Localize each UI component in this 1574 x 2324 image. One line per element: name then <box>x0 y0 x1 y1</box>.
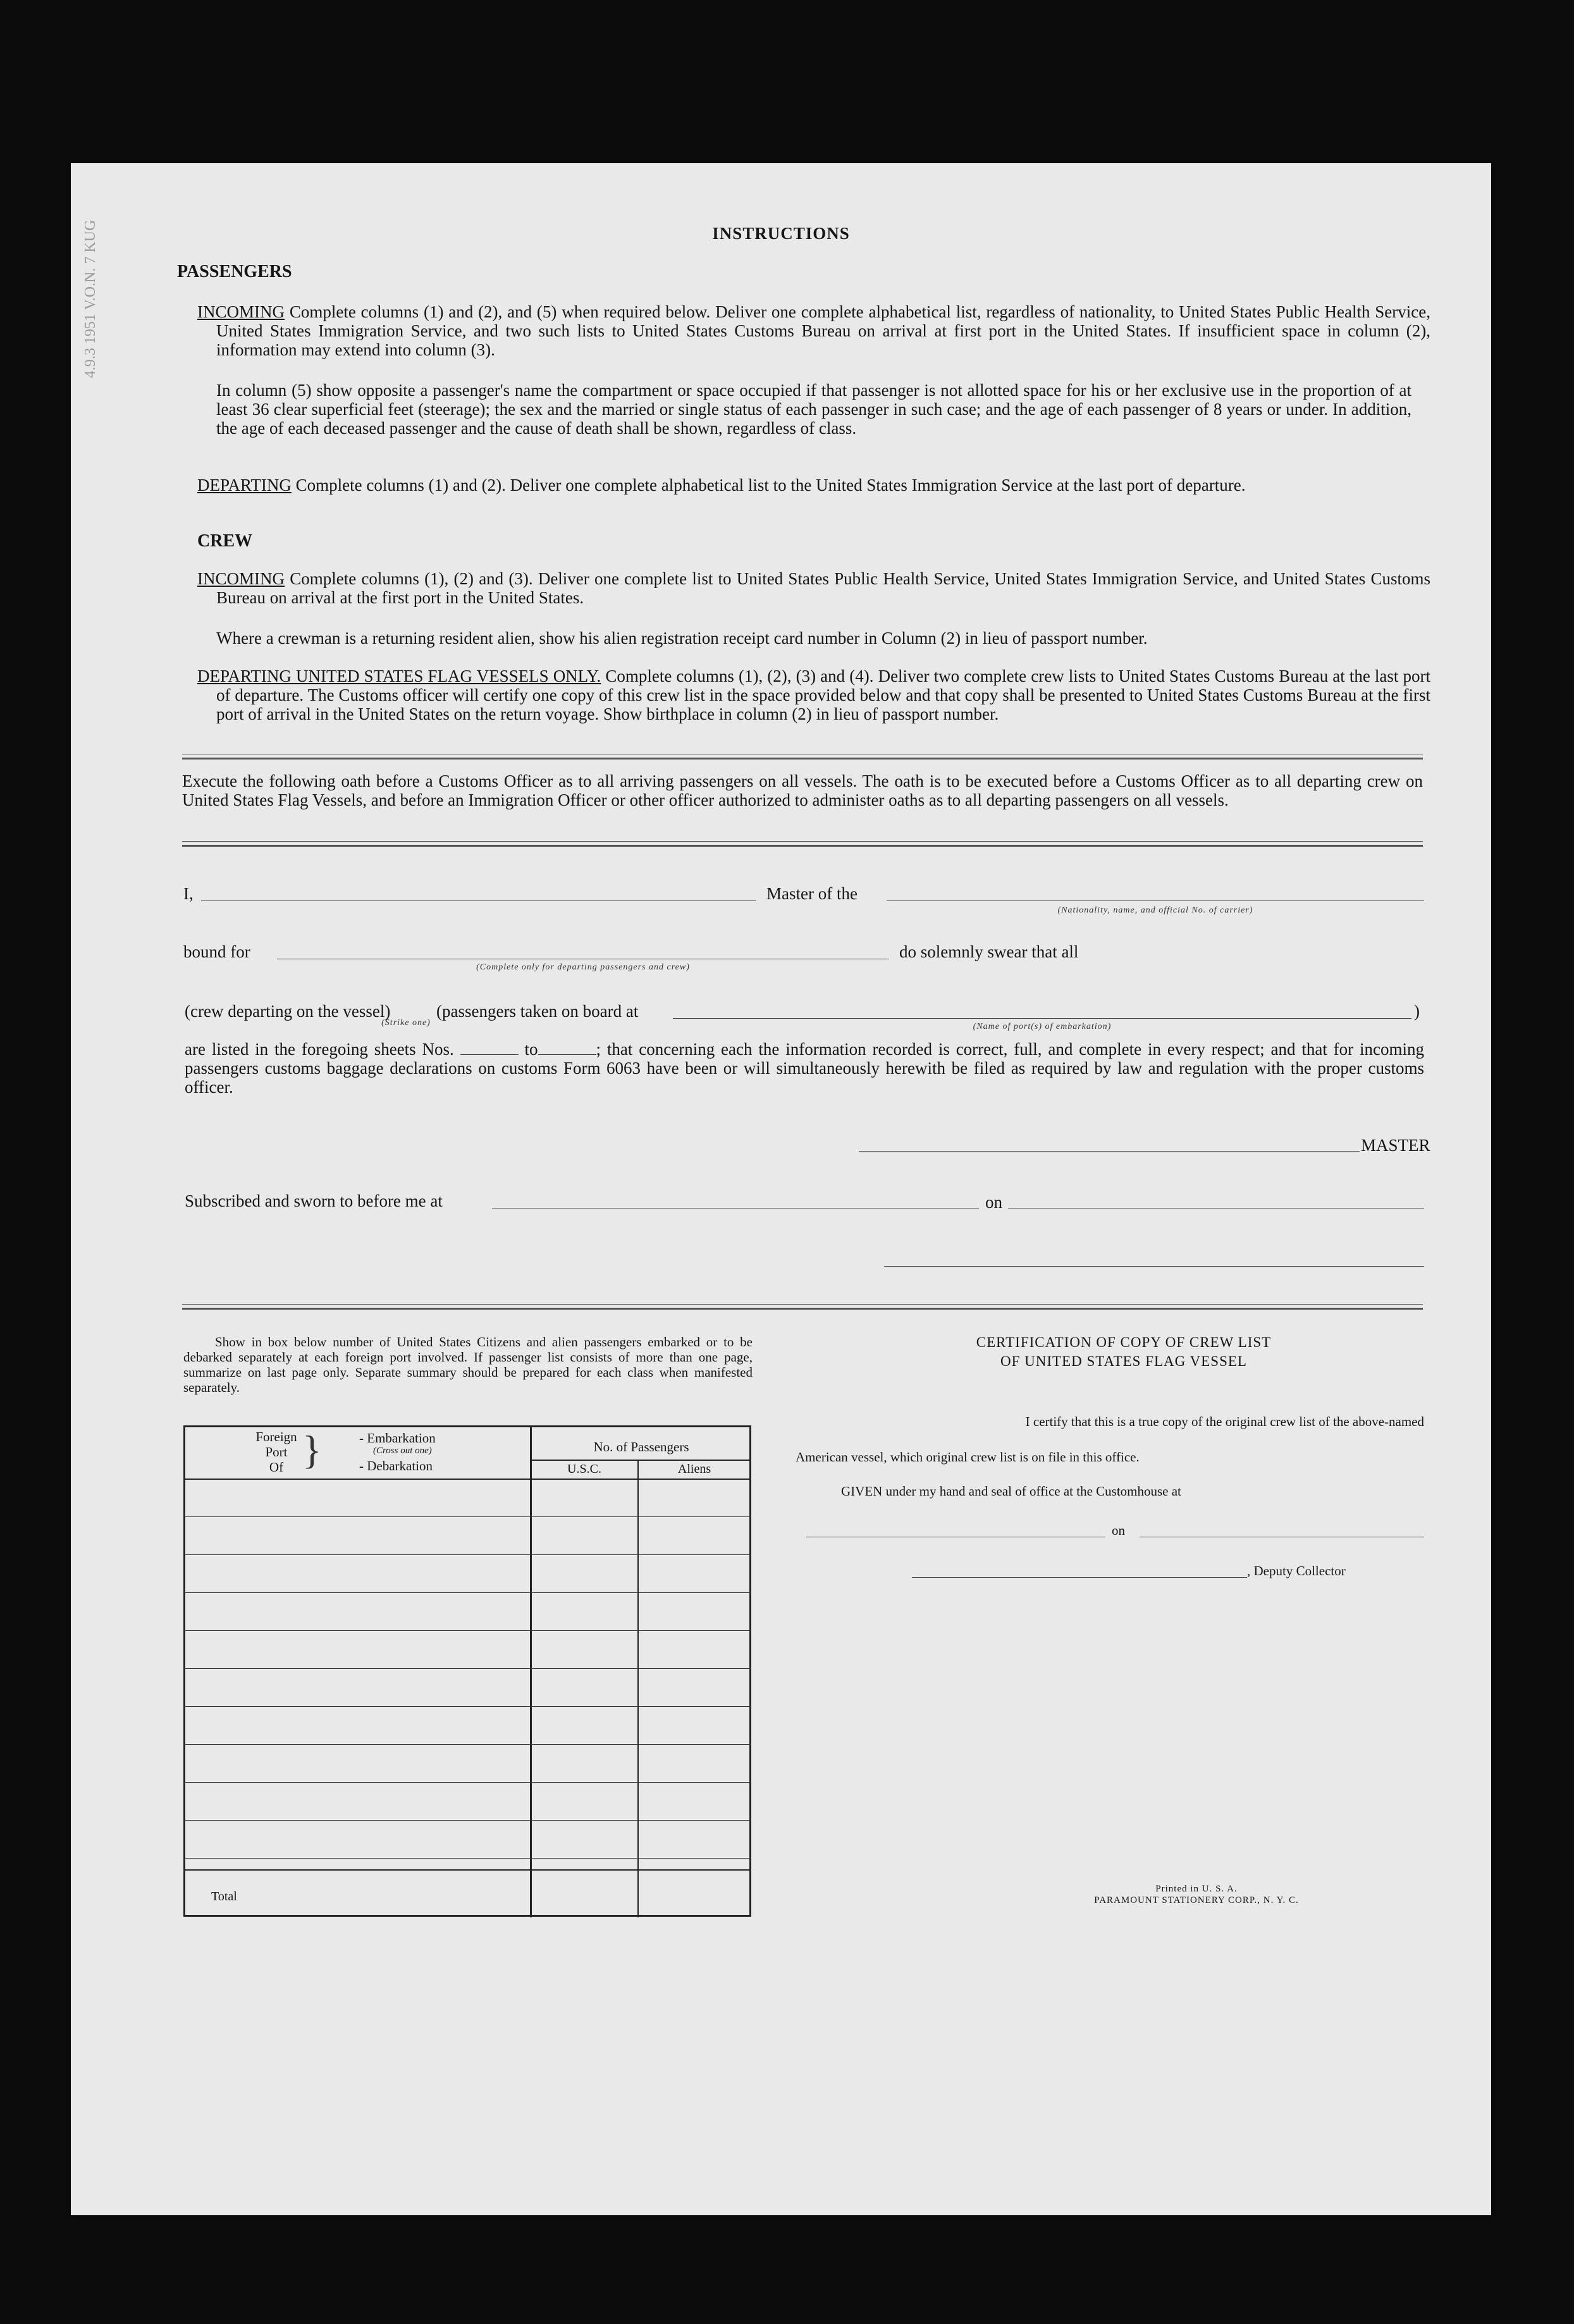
certification-title-line2: OF UNITED STATES FLAG VESSEL <box>1000 1353 1247 1369</box>
table-row[interactable] <box>185 1744 750 1745</box>
passengers-departing <box>197 476 1430 495</box>
certify-line3: GIVEN under my hand and seal of office at the Customhouse at <box>841 1484 1181 1499</box>
crew-departing-text: Complete columns (1), (2), (3) and (4). Deliver two complete crew lists to United States Customs Bureau at the last port of departure. The Customs officer will certify one copy of this crew list in the space provided below and that copy shall be presented to United States Customs Bureau at the first port of arrival in the United States on the return voyage. Show birthplace in column (2) in lieu of passport number. <box>216 667 1430 723</box>
table-row[interactable] <box>185 1820 750 1821</box>
subscribed-label: Subscribed and sworn to before me at <box>185 1191 443 1210</box>
officer-signature-field[interactable] <box>884 1266 1424 1267</box>
col-divider-port <box>530 1427 532 1917</box>
aliens-header: Aliens <box>677 1462 711 1476</box>
crew-heading: CREW <box>197 531 253 551</box>
passengers-departing-text: Complete columns (1) and (2). Deliver one complete alphabetical list to the United States Immigration Service at the last port of departure. <box>291 476 1246 495</box>
cross-out-caption: (Cross out one) <box>373 1446 432 1456</box>
passengers-departing-label: DEPARTING <box>197 476 292 495</box>
master-signature-field[interactable] <box>859 1151 1360 1152</box>
summary-instructions: Show in box below number of United States Citizens and alien passengers embarked or to be debarked separately at each foreign port involved. If passenger list consists of more than one page, summarize on last page only. Separate summary should be prepared for each class when manifested separately. <box>183 1334 753 1395</box>
table-row[interactable] <box>185 1592 750 1593</box>
passengers-taken-option[interactable]: (passengers taken on board at <box>436 1002 639 1021</box>
margin-stamp: 4.9.3 1951 V.O.N. 7 KUG <box>82 219 99 378</box>
certification-title-line1: CERTIFICATION OF COPY OF CREW LIST <box>976 1334 1272 1350</box>
crew-resident-alien: Where a crewman is a returning resident alien, show his alien registration receipt card number in Column (2) in lieu of passport number. <box>216 629 1148 648</box>
form-page <box>71 163 1491 2215</box>
passengers-incoming <box>197 302 1430 359</box>
listed-statement <box>185 1040 1424 1097</box>
col-divider-usc <box>637 1460 639 1917</box>
total-label: Total <box>211 1890 237 1903</box>
printer-name: PARAMOUNT STATIONERY CORP., N. Y. C. <box>1094 1895 1299 1905</box>
to-label: to <box>524 1040 538 1059</box>
swear-label: do solemnly swear that all <box>899 942 1079 961</box>
certification-title <box>823 1333 1424 1371</box>
certify-on-label: on <box>1112 1523 1125 1538</box>
foreign-port-of-label <box>254 1429 298 1475</box>
crew-incoming-text: Complete columns (1), (2) and (3). Deliver one complete list to United States Public Health Service, United States Immigration Service, and United States Customs Bureau on arrival at the first port in the United States. <box>216 569 1430 607</box>
master-of-label: Master of the <box>766 884 858 903</box>
passengers-heading: PASSENGERS <box>177 262 292 281</box>
crew-departing-option[interactable]: (crew departing on the vessel) <box>185 1002 391 1021</box>
oath-intro: Execute the following oath before a Customs Officer as to all arriving passengers on all vessels. The oath is to be executed before a Customs Officer as to all departing crew on United States Flag Vessels, and before an Immigration Officer or other officer authorized to administer oaths as to all departing passengers on all vessels. <box>182 772 1423 809</box>
printer-imprint <box>1019 1883 1374 1906</box>
table-row[interactable] <box>185 1630 750 1631</box>
passenger-summary-box <box>183 1425 751 1917</box>
strike-one-caption: (Strike one) <box>381 1018 431 1028</box>
deputy-collector-label: , Deputy Collector <box>1247 1563 1346 1578</box>
bound-for-caption: (Complete only for departing passengers and crew) <box>476 962 690 972</box>
table-row[interactable] <box>185 1782 750 1783</box>
embarkation-option[interactable]: - Embarkation <box>359 1430 436 1446</box>
crew-departing-label: DEPARTING UNITED STATES FLAG VESSELS ONLY. <box>197 667 601 686</box>
table-row[interactable] <box>185 1706 750 1707</box>
bound-for-label: bound for <box>183 942 250 961</box>
crew-incoming <box>197 569 1430 607</box>
ports-field[interactable] <box>673 1018 1411 1019</box>
carrier-caption: (Nationality, name, and official No. of carrier) <box>1057 906 1253 915</box>
table-row[interactable] <box>185 1668 750 1669</box>
crew-incoming-label: INCOMING <box>197 569 285 588</box>
passengers-incoming-label: INCOMING <box>197 302 285 321</box>
close-paren: ) <box>1414 1002 1420 1021</box>
oath-i-label: I, <box>183 884 194 903</box>
port-label: Port <box>265 1444 288 1460</box>
divider-bottom <box>182 1304 1423 1310</box>
total-rule <box>185 1869 750 1871</box>
ports-caption: (Name of port(s) of embarkation) <box>973 1022 1112 1031</box>
listed-text-1: are listed in the foregoing sheets Nos. <box>185 1040 454 1059</box>
table-row[interactable] <box>185 1554 750 1555</box>
listed-text-2: ; that concerning each the information recorded is correct, full, and complete in every respect; and that for incoming passengers customs baggage declarations on customs Form 6063 have been or will simultaneously herewith be filed as required by law and regulation with the proper customs officer. <box>185 1040 1425 1097</box>
debarkation-option[interactable]: - Debarkation <box>359 1458 433 1473</box>
passengers-incoming-text: Complete columns (1) and (2), and (5) when required below. Deliver one complete alphabetical list, regardless of nationality, to United States Public Health Service, United States Immigration Service, and two such lists to United States Customs Bureau on arrival at first port in the United States. If insufficient space in column (2), information may extend into column (3). <box>216 302 1430 359</box>
deputy-signature-field[interactable] <box>912 1577 1247 1578</box>
usc-header: U.S.C. <box>567 1462 601 1476</box>
divider-top <box>182 754 1423 759</box>
printed-in-usa: Printed in U. S. A. <box>1155 1884 1238 1894</box>
no-of-passengers-label: No. of Passengers <box>593 1439 689 1454</box>
foreign-label: Foreign <box>255 1429 297 1444</box>
table-row[interactable] <box>185 1516 750 1517</box>
of-label: Of <box>269 1460 284 1475</box>
passengers-column5: In column (5) show opposite a passenger's name the compartment or space occupied if that passenger is not allotted space for his or her exclusive use in the proportion of at least 36 clear superficial feet (steerage); the sex and the married or single status of each passenger in such case; and the age of each passenger of 8 years or under. In addition, the age of each deceased passenger and the cause of death shall be shown, regardless of class. <box>216 381 1411 438</box>
certify-line2: American vessel, which original crew list is on file in this office. <box>796 1449 1140 1465</box>
sheet-to-field[interactable] <box>538 1054 596 1055</box>
certify-line1: I certify that this is a true copy of the original crew list of the above-named <box>1025 1414 1424 1429</box>
sworn-on-label: on <box>985 1193 1002 1212</box>
header-rule <box>185 1479 750 1480</box>
crew-departing <box>197 667 1430 723</box>
divider-oath <box>182 841 1423 847</box>
subheader-rule <box>531 1460 751 1461</box>
table-row[interactable] <box>185 1858 750 1859</box>
page-title: INSTRUCTIONS <box>712 224 850 243</box>
brace-icon: } <box>302 1427 322 1472</box>
master-label: MASTER <box>1361 1136 1430 1155</box>
sheet-from-field[interactable] <box>460 1054 519 1055</box>
